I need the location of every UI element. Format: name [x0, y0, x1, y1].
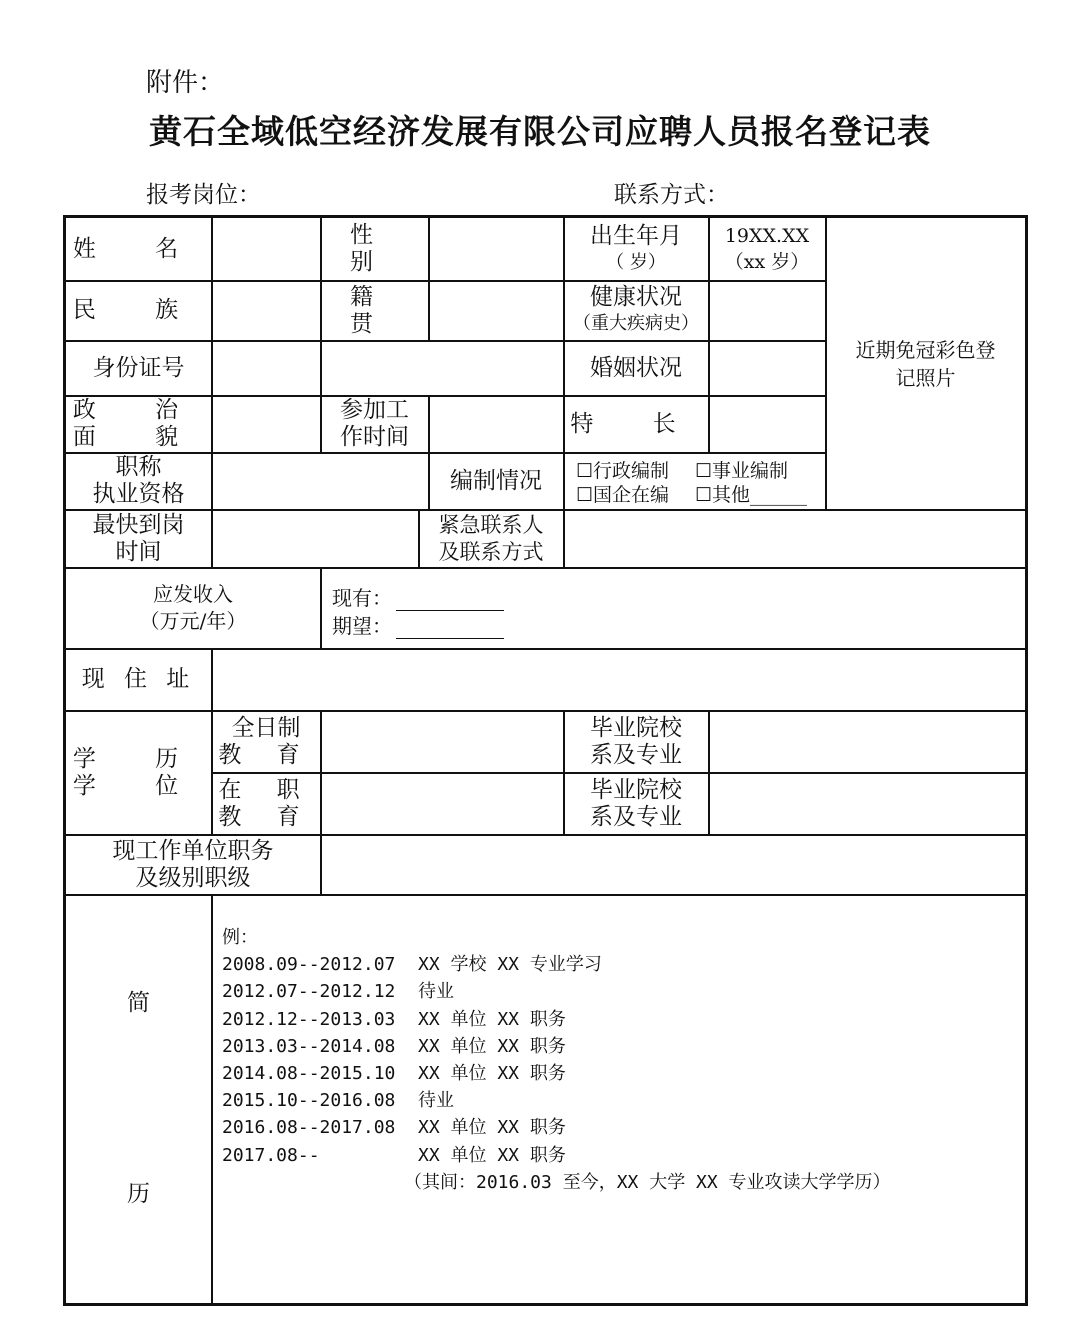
resume-note: （其间：2016.03 至今，XX 大学 XX 专业攻读大学学历） — [404, 1171, 891, 1193]
emergency-label-1: 紧急联系人 — [438, 512, 544, 537]
health-note: （重大疾病史） — [573, 313, 699, 334]
work-start-label-2: 作时间 — [340, 424, 409, 450]
native-place-label: 籍 贯 — [350, 283, 399, 337]
resume-entry — [222, 1142, 891, 1169]
emergency-label-2: 及联系方式 — [438, 539, 544, 564]
fulltime-school-cell — [564, 711, 708, 772]
address-label: 现 住 址 — [81, 666, 196, 692]
resume-entry — [222, 1087, 891, 1114]
resume-entry — [222, 978, 891, 1005]
resume-entry — [222, 1006, 891, 1033]
address-field[interactable] — [212, 649, 1025, 710]
arrival-label-1: 最快到岗 — [92, 511, 185, 538]
id-number-label: 身份证号 — [92, 354, 185, 381]
resume-entry-date: 2008.09--2012.07 — [222, 954, 396, 976]
income-current-row — [332, 582, 504, 611]
current-job-cell — [66, 835, 320, 894]
resume-label-1: 简 — [127, 989, 150, 1016]
income-expected-field[interactable] — [396, 618, 504, 639]
political-label-1: 政 治 — [72, 397, 205, 423]
income-label-1: 应发收入 — [153, 582, 233, 606]
health-label: 健康状况 — [590, 284, 682, 310]
parttime-school-label-2: 系及专业 — [590, 803, 682, 830]
form-title: 黄石全域低空经济发展有限公司应聘人员报名登记表 — [149, 112, 931, 151]
specialty-field[interactable] — [709, 396, 825, 452]
resume-entry-date: 2012.12--2013.03 — [222, 1008, 396, 1030]
health-cell — [564, 281, 708, 340]
emergency-field[interactable] — [564, 510, 1025, 567]
health-field[interactable] — [709, 281, 825, 340]
income-current-field[interactable] — [396, 590, 504, 611]
staffing-admin-checkbox[interactable]: ☐行政编制 — [576, 460, 670, 482]
fulltime-field[interactable] — [321, 711, 563, 772]
education-label-2: 学 位 — [72, 772, 205, 799]
name-label: 姓 名 — [72, 235, 205, 262]
native-place-field[interactable] — [429, 281, 563, 340]
emergency-cell — [419, 510, 563, 567]
fulltime-label-2: 教 育 — [218, 741, 314, 768]
income-expected-label: 期望： — [332, 614, 392, 638]
attachment-label: 附件： — [146, 68, 225, 98]
staffing-institution-checkbox[interactable]: ☐事业编制 — [695, 460, 789, 482]
parttime-school-field[interactable] — [709, 773, 1025, 834]
work-start-cell — [321, 396, 428, 452]
ethnicity-field[interactable] — [212, 281, 320, 340]
resume-entry — [222, 951, 891, 978]
current-job-field[interactable] — [321, 835, 1025, 894]
resume-entry-text: XX 学校 XX 专业学习 — [418, 954, 602, 976]
resume-entry-date: 2012.07--2012.12 — [222, 981, 396, 1003]
arrival-cell — [66, 510, 211, 567]
current-job-label-2: 及级别职级 — [135, 864, 251, 891]
income-cell — [66, 568, 320, 648]
education-cell — [66, 711, 211, 834]
resume-entry-date: 2013.03--2014.08 — [222, 1035, 396, 1057]
resume-field[interactable] — [222, 924, 891, 1196]
resume-example-label: 例： — [222, 927, 258, 948]
parttime-field[interactable] — [321, 773, 563, 834]
staffing-other-checkbox[interactable]: ☐其他______ — [695, 484, 808, 506]
fulltime-cell — [212, 711, 320, 772]
resume-entry-text: XX 单位 XX 职务 — [418, 1117, 566, 1139]
resume-entry — [222, 1114, 891, 1141]
gender-label: 性 别 — [350, 222, 399, 275]
education-label-1: 学 历 — [72, 745, 205, 772]
birth-example: 19XX.XX — [724, 225, 810, 247]
income-label-2: （万元/年） — [139, 609, 247, 633]
resume-entry-date: 2014.08--2015.10 — [222, 1063, 396, 1085]
work-start-field[interactable] — [429, 396, 563, 452]
name-field[interactable] — [212, 218, 320, 280]
resume-entry-text: XX 单位 XX 职务 — [418, 1035, 566, 1057]
title-label-1: 职称 — [115, 454, 162, 480]
id-number-field[interactable] — [212, 341, 563, 395]
title-label-2: 执业资格 — [92, 481, 185, 507]
fulltime-school-label-1: 毕业院校 — [590, 714, 682, 741]
staffing-label: 编制情况 — [450, 467, 542, 494]
political-field[interactable] — [212, 396, 320, 452]
work-start-label-1: 参加工 — [340, 397, 409, 423]
parttime-school-cell — [564, 773, 708, 834]
specialty-label: 特 长 — [570, 410, 702, 437]
resume-entry-date: 2016.08--2017.08 — [222, 1117, 396, 1139]
resume-label-2: 历 — [127, 1180, 150, 1207]
ethnicity-label: 民 族 — [72, 297, 205, 323]
income-expected-row — [332, 610, 504, 639]
resume-entry-text: XX 单位 XX 职务 — [418, 1008, 566, 1030]
position-label: 报考岗位： — [146, 182, 261, 208]
current-job-label-1: 现工作单位职务 — [112, 837, 274, 864]
parttime-label-1: 在 职 — [218, 776, 314, 803]
birth-example-age: （xx 岁） — [724, 251, 810, 273]
fulltime-label-1: 全日制 — [231, 714, 301, 741]
fulltime-school-label-2: 系及专业 — [590, 741, 682, 768]
birth-field[interactable] — [709, 218, 825, 280]
income-current-label: 现有： — [332, 586, 392, 610]
arrival-label-2: 时间 — [115, 538, 162, 565]
resume-entry-date: 2015.10--2016.08 — [222, 1090, 396, 1112]
photo-box[interactable]: 近期免冠彩色登记照片 — [855, 337, 996, 390]
title-cell — [66, 453, 211, 509]
title-field[interactable] — [212, 453, 428, 509]
contact-label: 联系方式： — [614, 182, 729, 208]
fulltime-school-field[interactable] — [709, 711, 1025, 772]
political-label-2: 面 貌 — [72, 424, 205, 450]
resume-entry-text: XX 单位 XX 职务 — [418, 1144, 566, 1166]
arrival-field[interactable] — [212, 510, 418, 567]
parttime-school-label-1: 毕业院校 — [590, 776, 682, 803]
parttime-cell — [212, 773, 320, 834]
resume-entry-text: XX 单位 XX 职务 — [418, 1063, 566, 1085]
parttime-label-2: 教 育 — [218, 803, 314, 830]
marital-label: 婚姻状况 — [590, 354, 682, 381]
resume-entry-date: 2017.08-- — [222, 1144, 320, 1166]
staffing-soe-checkbox[interactable]: ☐国企在编 — [576, 484, 670, 506]
birth-label: 出生年月 — [590, 222, 682, 249]
resume-entry-text: 待业 — [418, 981, 454, 1003]
resume-entry — [222, 1033, 891, 1060]
resume-entry — [222, 1060, 891, 1087]
political-cell — [66, 396, 211, 452]
resume-entry-text: 待业 — [418, 1090, 454, 1112]
birth-age-label: （ 岁） — [606, 251, 666, 273]
birth-cell — [564, 218, 708, 280]
gender-field[interactable] — [429, 218, 563, 280]
marital-field[interactable] — [709, 341, 825, 395]
